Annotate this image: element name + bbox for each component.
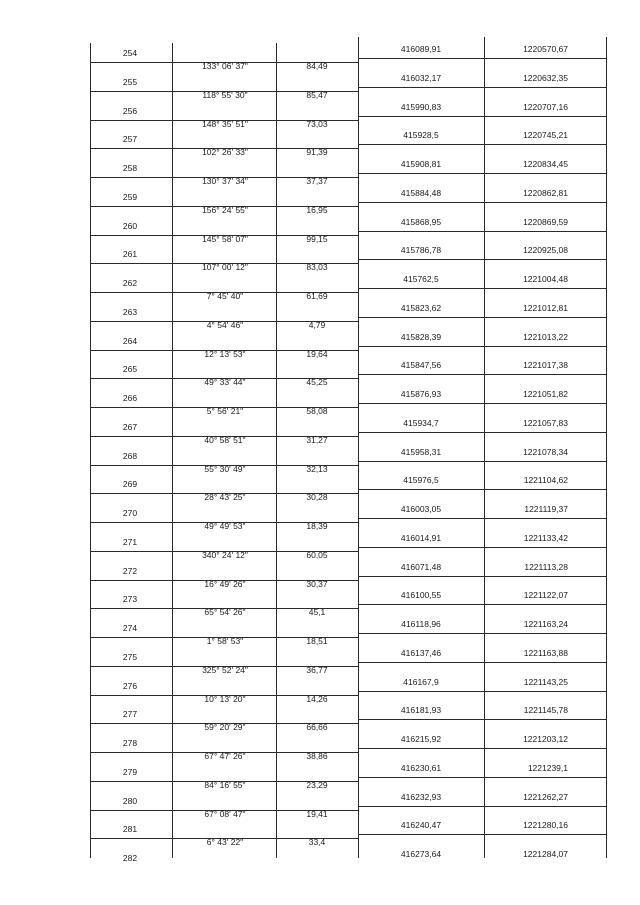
direction-angle: 118° 55' 30" (202, 89, 248, 100)
segment-length: 99,15 (306, 233, 328, 244)
segment-length: 19,64 (306, 348, 328, 359)
row-rule-right (358, 518, 606, 519)
row-rule-right (358, 777, 606, 778)
x-coordinate: 415934,7 (403, 417, 439, 428)
segment-length: 73,03 (306, 118, 328, 129)
point-number: 257 (122, 134, 138, 145)
segment-length: 30,28 (306, 492, 328, 503)
segment-length: 45,1 (308, 607, 326, 618)
segment-length: 66,66 (306, 722, 328, 733)
direction-angle: 6° 43' 22" (206, 837, 244, 848)
row-rule-right (358, 547, 606, 548)
direction-angle: 148° 35' 51" (202, 118, 248, 129)
direction-angle: 133° 06' 37" (202, 61, 248, 71)
point-number: 258 (122, 163, 138, 173)
point-number: 272 (122, 565, 138, 576)
x-coordinate: 415884,48 (400, 187, 442, 198)
y-coordinate: 1220745,21 (523, 130, 568, 141)
y-coordinate: 1221145,78 (523, 705, 568, 716)
point-number: 268 (122, 450, 138, 461)
point-number: 270 (122, 508, 138, 518)
direction-angle: 156° 24' 55" (202, 204, 248, 215)
row-rule-right (358, 403, 606, 404)
direction-angle: 340° 24' 12" (202, 549, 248, 560)
y-coordinate: 1221122,07 (523, 590, 568, 601)
point-number: 274 (122, 623, 138, 633)
direction-angle: 10° 13' 20" (204, 693, 246, 704)
point-number: 276 (122, 680, 138, 691)
y-coordinate: 1221078,34 (523, 446, 568, 457)
x-coordinate: 415786,78 (400, 245, 442, 256)
x-coordinate: 415990,83 (400, 101, 442, 112)
segment-length: 38,86 (306, 751, 328, 761)
direction-angle: 59° 20' 29" (204, 722, 246, 733)
row-rule-right (358, 173, 606, 174)
row-rule-right (358, 259, 606, 260)
point-number: 259 (122, 191, 138, 202)
column-rule (484, 37, 485, 858)
row-rule-right (358, 317, 606, 318)
point-number: 278 (122, 738, 138, 748)
direction-angle: 16° 49' 26" (204, 578, 246, 589)
row-rule-right (358, 58, 606, 59)
point-number: 267 (122, 421, 138, 432)
y-coordinate: 1220632,35 (523, 72, 568, 83)
x-coordinate: 415928,5 (403, 130, 439, 141)
y-coordinate: 1220862,81 (523, 187, 568, 198)
x-coordinate: 415876,93 (400, 389, 442, 399)
x-coordinate: 415823,62 (400, 302, 442, 313)
y-coordinate: 1221012,81 (523, 302, 568, 313)
y-coordinate: 1220925,08 (523, 245, 568, 256)
row-rule-right (358, 662, 606, 663)
y-coordinate: 1220834,45 (523, 159, 568, 169)
direction-angle: 55° 30' 49" (204, 463, 246, 474)
direction-angle: 4° 54' 46" (206, 319, 244, 330)
point-number: 262 (122, 278, 138, 288)
segment-length: 91,39 (306, 147, 328, 158)
point-number: 273 (122, 594, 138, 605)
y-coordinate: 1221004,48 (523, 274, 568, 284)
x-coordinate: 415762,5 (403, 274, 439, 284)
y-coordinate: 1221119,37 (524, 504, 568, 514)
segment-length: 19,41 (306, 808, 328, 819)
y-coordinate: 1221280,16 (523, 820, 568, 831)
point-number: 256 (122, 105, 138, 116)
row-rule-right (358, 576, 606, 577)
x-coordinate: 415828,39 (400, 331, 442, 342)
point-number: 260 (122, 220, 138, 231)
x-coordinate: 416032,17 (400, 72, 442, 83)
y-coordinate: 1221203,12 (523, 734, 568, 744)
row-rule-right (358, 604, 606, 605)
y-coordinate: 1220707,16 (523, 101, 568, 112)
column-rule (606, 37, 607, 858)
y-coordinate: 1221051,82 (523, 389, 568, 399)
x-coordinate: 416167,9 (403, 676, 439, 687)
direction-angle: 67° 47' 26" (204, 751, 246, 761)
direction-angle: 107° 00' 12" (202, 262, 248, 273)
direction-angle: 7° 45' 40" (206, 291, 244, 301)
row-rule-right (358, 719, 606, 720)
direction-angle: 84° 16' 55" (204, 779, 246, 790)
y-coordinate: 1221163,88 (523, 647, 568, 658)
row-rule-right (358, 202, 606, 203)
segment-length: 14,26 (306, 693, 328, 704)
point-number: 261 (122, 249, 138, 260)
point-number: 271 (122, 536, 138, 547)
x-coordinate: 416003,05 (400, 504, 442, 514)
segment-length: 61,69 (306, 291, 328, 301)
direction-angle: 12° 13' 53" (204, 348, 246, 359)
x-coordinate: 416230,61 (400, 762, 442, 773)
row-rule-right (358, 231, 606, 232)
x-coordinate: 415958,31 (400, 446, 442, 457)
segment-length: 60,05 (306, 549, 328, 560)
y-coordinate: 1220869,59 (523, 216, 568, 227)
segment-length: 85,47 (306, 89, 328, 100)
row-rule-right (358, 461, 606, 462)
y-coordinate: 1221143,25 (523, 676, 568, 687)
direction-angle: 67° 08' 47" (204, 808, 246, 819)
direction-angle: 40° 58' 51" (204, 434, 246, 445)
y-coordinate: 1221133,42 (523, 532, 568, 543)
segment-length: 33,4 (308, 837, 326, 848)
point-number: 280 (122, 795, 138, 806)
segment-length: 16,95 (306, 204, 328, 215)
x-coordinate: 416232,93 (400, 791, 442, 802)
column-rule (358, 37, 359, 858)
x-coordinate: 415868,95 (400, 216, 442, 227)
direction-angle: 65° 54' 26" (204, 607, 246, 618)
point-number: 277 (122, 709, 138, 720)
row-rule-right (358, 116, 606, 117)
direction-angle: 130° 37' 34" (202, 176, 248, 186)
y-coordinate: 1221163,24 (523, 619, 568, 629)
row-rule-right (358, 144, 606, 145)
x-coordinate: 416100,55 (400, 590, 442, 601)
x-coordinate: 416089,91 (400, 44, 442, 54)
point-number: 255 (122, 76, 138, 87)
row-rule-right (358, 346, 606, 347)
y-coordinate: 1221239,1 (527, 762, 568, 773)
y-coordinate: 1221057,83 (523, 417, 568, 428)
point-number: 275 (122, 651, 138, 662)
row-rule-right (358, 288, 606, 289)
direction-angle: 102° 26' 33" (202, 147, 248, 158)
segment-length: 23,29 (306, 779, 328, 790)
segment-length: 37,37 (306, 176, 328, 186)
segment-length: 18,39 (306, 521, 328, 531)
column-rule (276, 43, 277, 858)
x-coordinate: 416014,91 (400, 532, 442, 543)
y-coordinate: 1221113,28 (524, 561, 568, 572)
x-coordinate: 416240,47 (400, 820, 442, 831)
y-coordinate: 1221017,38 (523, 360, 568, 371)
x-coordinate: 416071,48 (400, 561, 442, 572)
x-coordinate: 415847,56 (400, 360, 442, 371)
segment-length: 18,51 (306, 636, 328, 646)
segment-length: 45,25 (306, 377, 328, 388)
point-number: 264 (122, 335, 138, 346)
direction-angle: 1° 58' 53" (206, 636, 244, 646)
segment-length: 32,13 (306, 463, 328, 474)
row-rule-right (358, 806, 606, 807)
direction-angle: 325° 52' 24" (202, 664, 248, 675)
y-coordinate: 1221262,27 (523, 791, 568, 802)
segment-length: 83,03 (306, 262, 328, 273)
point-number: 281 (122, 824, 138, 835)
point-number: 254 (122, 48, 138, 58)
column-rule (172, 43, 173, 858)
direction-angle: 49° 33' 44" (204, 377, 246, 388)
x-coordinate: 416215,92 (400, 734, 442, 744)
x-coordinate: 415976,5 (403, 475, 439, 486)
point-number: 282 (122, 853, 138, 863)
x-coordinate: 416273,64 (400, 849, 442, 859)
row-rule-right (358, 691, 606, 692)
y-coordinate: 1221013,22 (523, 331, 568, 342)
row-rule-right (358, 834, 606, 835)
point-number: 266 (122, 393, 138, 403)
row-rule-right (358, 432, 606, 433)
point-number: 279 (122, 766, 138, 777)
point-number: 263 (122, 306, 138, 317)
direction-angle: 5° 56' 21" (206, 406, 244, 416)
x-coordinate: 416181,93 (400, 705, 442, 716)
column-rule (90, 43, 91, 858)
segment-length: 58,08 (306, 406, 328, 416)
segment-length: 31,27 (306, 434, 328, 445)
x-coordinate: 416137,46 (400, 647, 442, 658)
y-coordinate: 1221284,07 (523, 849, 568, 859)
y-coordinate: 1220570,67 (523, 44, 568, 54)
direction-angle: 28° 43' 25" (204, 492, 246, 503)
point-number: 265 (122, 364, 138, 375)
y-coordinate: 1221104,62 (523, 475, 568, 486)
x-coordinate: 416118,96 (401, 619, 441, 629)
x-coordinate: 415908,81 (400, 159, 442, 169)
row-rule-right (358, 87, 606, 88)
row-rule-right (358, 489, 606, 490)
row-rule-right (358, 748, 606, 749)
direction-angle: 145° 58' 07" (202, 233, 248, 244)
point-number: 269 (122, 479, 138, 490)
segment-length: 36,77 (306, 664, 328, 675)
segment-length: 84,49 (306, 61, 328, 71)
row-rule-right (358, 633, 606, 634)
segment-length: 4,79 (308, 319, 326, 330)
segment-length: 30,37 (306, 578, 328, 589)
row-rule-right (358, 374, 606, 375)
direction-angle: 49° 49' 53" (204, 521, 246, 531)
